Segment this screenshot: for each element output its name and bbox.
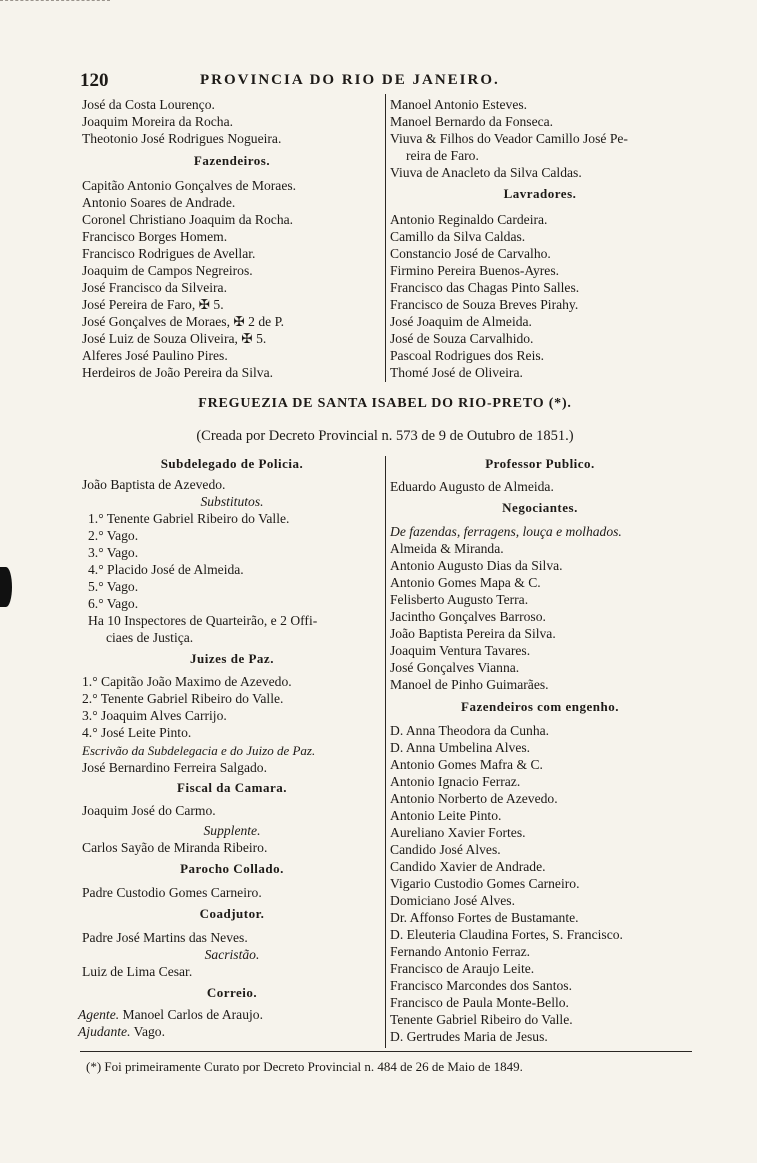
list-item: D. Anna Umbelina Alves. [390,740,531,755]
section-title-fazendeiros-engenho: Fazendeiros com engenho. [461,699,619,714]
list-item: Firmino Pereira Buenos-Ayres. [390,263,560,278]
list-item: 4.° Placido José de Almeida. [88,562,244,577]
list-item: Jacintho Gonçalves Barroso. [390,609,546,624]
freguezia-subtitle: (Creada por Decreto Provincial n. 573 de 9 de Outubro de 1851.) [196,428,574,444]
list-item: Ha 10 Inspectores de Quarteirão, e 2 Offi- [88,613,318,628]
list-item: Padre Custodio Gomes Carneiro. [82,885,262,900]
section-title-parocho: Parocho Collado. [180,861,284,876]
footnote: (*) Foi primeiramente Curato por Decreto Provincial n. 484 de 26 de Maio de 1849. [86,1059,523,1074]
binding-ink-blot [0,567,12,607]
page-header-title: PROVINCIA DO RIO DE JANEIRO. [200,72,500,88]
section-title-professor: Professor Publico. [485,456,595,471]
list-item: Francisco de Souza Breves Pirahy. [390,297,579,312]
list-item: Francisco Marcondes dos Santos. [390,978,572,993]
footnote-rule [80,1051,692,1052]
freguezia-title: FREGUEZIA DE SANTA ISABEL DO RIO-PRETO (*). [198,396,572,411]
list-item: 6.° Vago. [88,596,139,611]
list-item: ciaes de Justiça. [106,630,194,645]
list-item: Almeida & Miranda. [390,541,504,556]
list-item: D. Gertrudes Maria de Jesus. [390,1029,548,1044]
list-item: 2.° Vago. [88,528,139,543]
list-item: D. Anna Theodora da Cunha. [390,723,550,738]
section-title-fiscal: Fiscal da Camara. [177,780,287,795]
list-item: Antonio Augusto Dias da Silva. [390,558,563,573]
section-title-correio: Correio. [206,985,258,1000]
list-item: Joaquim de Campos Negreiros. [82,263,253,278]
list-item: Felisberto Augusto Terra. [390,592,529,607]
list-item: Herdeiros de João Pereira da Silva. [82,365,274,380]
list-item: Coronel Christiano Joaquim da Rocha. [82,212,294,227]
list-item: Antonio Ignacio Ferraz. [390,774,521,789]
list-item: Antonio Gomes Mafra & C. [390,757,543,772]
list-item: 2.° Tenente Gabriel Ribeiro do Valle. [82,691,284,706]
list-item: João Baptista de Azevedo. [82,477,226,492]
list-item: Fernando Antonio Ferraz. [390,944,531,959]
list-item: Padre José Martins das Neves. [82,930,248,945]
list-item: Antonio Gomes Mapa & C. [390,575,541,590]
top-column-divider [385,94,386,382]
list-item: Camillo da Silva Caldas. [390,229,526,244]
list-item: Pascoal Rodrigues dos Reis. [390,348,545,363]
list-item: Viuva de Anacleto da Silva Caldas. [390,165,582,180]
list-item: Thomé José de Oliveira. [390,365,523,380]
list-item: Theotonio José Rodrigues Nogueira. [82,131,282,146]
list-item: Carlos Sayão de Miranda Ribeiro. [82,840,268,855]
list-item: Francisco Borges Homem. [82,229,228,244]
list-item: 1.° Capitão João Maximo de Azevedo. [82,674,292,689]
list-item: reira de Faro. [406,148,479,163]
list-item: 3.° Vago. [88,545,139,560]
agente-name: Manoel Carlos de Araujo. [122,1007,263,1022]
list-item: Vigario Custodio Gomes Carneiro. [390,876,580,891]
agente-label: Agente. [78,1007,120,1022]
list-item: Antonio Soares de Andrade. [82,195,236,210]
list-item: Viuva & Filhos do Veador Camillo José Pe- [390,131,628,146]
list-item: José de Souza Carvalhido. [390,331,534,346]
list-item: 1.° Tenente Gabriel Ribeiro do Valle. [88,511,290,526]
list-item: Candido José Alves. [390,842,501,857]
list-item: Francisco de Paula Monte-Bello. [390,995,569,1010]
list-item: Joaquim Ventura Tavares. [390,643,531,658]
list-item: Candido Xavier de Andrade. [390,859,546,874]
list-item: Joaquim José do Carmo. [82,803,216,818]
top-scan-mark [0,0,110,1]
list-item: Francisco de Araujo Leite. [390,961,535,976]
section-title-supplente: Supplente. [203,823,261,838]
list-item: Joaquim Moreira da Rocha. [82,114,233,129]
section-title-fazendeiros: Fazendeiros. [193,153,271,168]
list-item: José Pereira de Faro, ✠ 5. [82,297,224,312]
list-item: Eduardo Augusto de Almeida. [390,479,554,494]
list-item: 4.° José Leite Pinto. [82,725,192,740]
list-item: Constancio José de Carvalho. [390,246,551,261]
list-item: Manoel Bernardo da Fonseca. [390,114,554,129]
page-number: 120 [80,70,109,91]
list-item: Alferes José Paulino Pires. [82,348,228,363]
ajudante-label: Ajudante. [78,1024,131,1039]
section-title-subdelegado: Subdelegado de Policia. [160,456,304,471]
list-item: José da Costa Lourenço. [82,97,215,112]
list-item: Capitão Antonio Gonçalves de Moraes. [82,178,297,193]
list-item: José Gonçalves Vianna. [390,660,520,675]
list-item: Francisco Rodrigues de Avellar. [82,246,256,261]
list-item: João Baptista Pereira da Silva. [390,626,556,641]
list-item: Dr. Affonso Fortes de Bustamante. [390,910,579,925]
ajudante-name: Vago. [133,1024,165,1039]
lower-column-divider [385,456,386,1048]
section-title-sacristao: Sacristão. [204,947,260,962]
list-item: Aureliano Xavier Fortes. [390,825,526,840]
section-title-negociantes: Negociantes. [502,500,578,515]
list-item: 5.° Vago. [88,579,139,594]
list-item: José Bernardino Ferreira Salgado. [82,760,267,775]
section-title-substitutos: Substitutos. [200,494,264,509]
section-title-escrivao: Escrivão da Subdelegacia e do Juizo de Paz. [82,743,316,758]
list-item: Antonio Leite Pinto. [390,808,502,823]
section-title-juizes: Juizes de Paz. [190,651,274,666]
list-item: José Luiz de Souza Oliveira, ✠ 5. [82,331,267,346]
list-item: D. Eleuteria Claudina Fortes, S. Francisco. [390,927,623,942]
list-item-ajudante [78,1023,165,1040]
list-item: Tenente Gabriel Ribeiro do Valle. [390,1012,573,1027]
list-item: Antonio Norberto de Azevedo. [390,791,558,806]
list-item: José Gonçalves de Moraes, ✠ 2 de P. [82,314,285,329]
section-title-coadjutor: Coadjutor. [199,906,265,921]
list-item: Manoel Antonio Esteves. [390,97,528,112]
list-item: José Francisco da Silveira. [82,280,227,295]
negociantes-subtitle: De fazendas, ferragens, louça e molhados. [390,524,622,539]
list-item: Luiz de Lima Cesar. [82,964,193,979]
list-item: Manoel de Pinho Guimarães. [390,677,549,692]
list-item: José Joaquim de Almeida. [390,314,532,329]
list-item-agente [78,1006,263,1023]
list-item: Antonio Reginaldo Cardeira. [390,212,548,227]
section-title-lavradores: Lavradores. [503,186,577,201]
list-item: Francisco das Chagas Pinto Salles. [390,280,580,295]
list-item: 3.° Joaquim Alves Carrijo. [82,708,227,723]
list-item: Domiciano José Alves. [390,893,515,908]
